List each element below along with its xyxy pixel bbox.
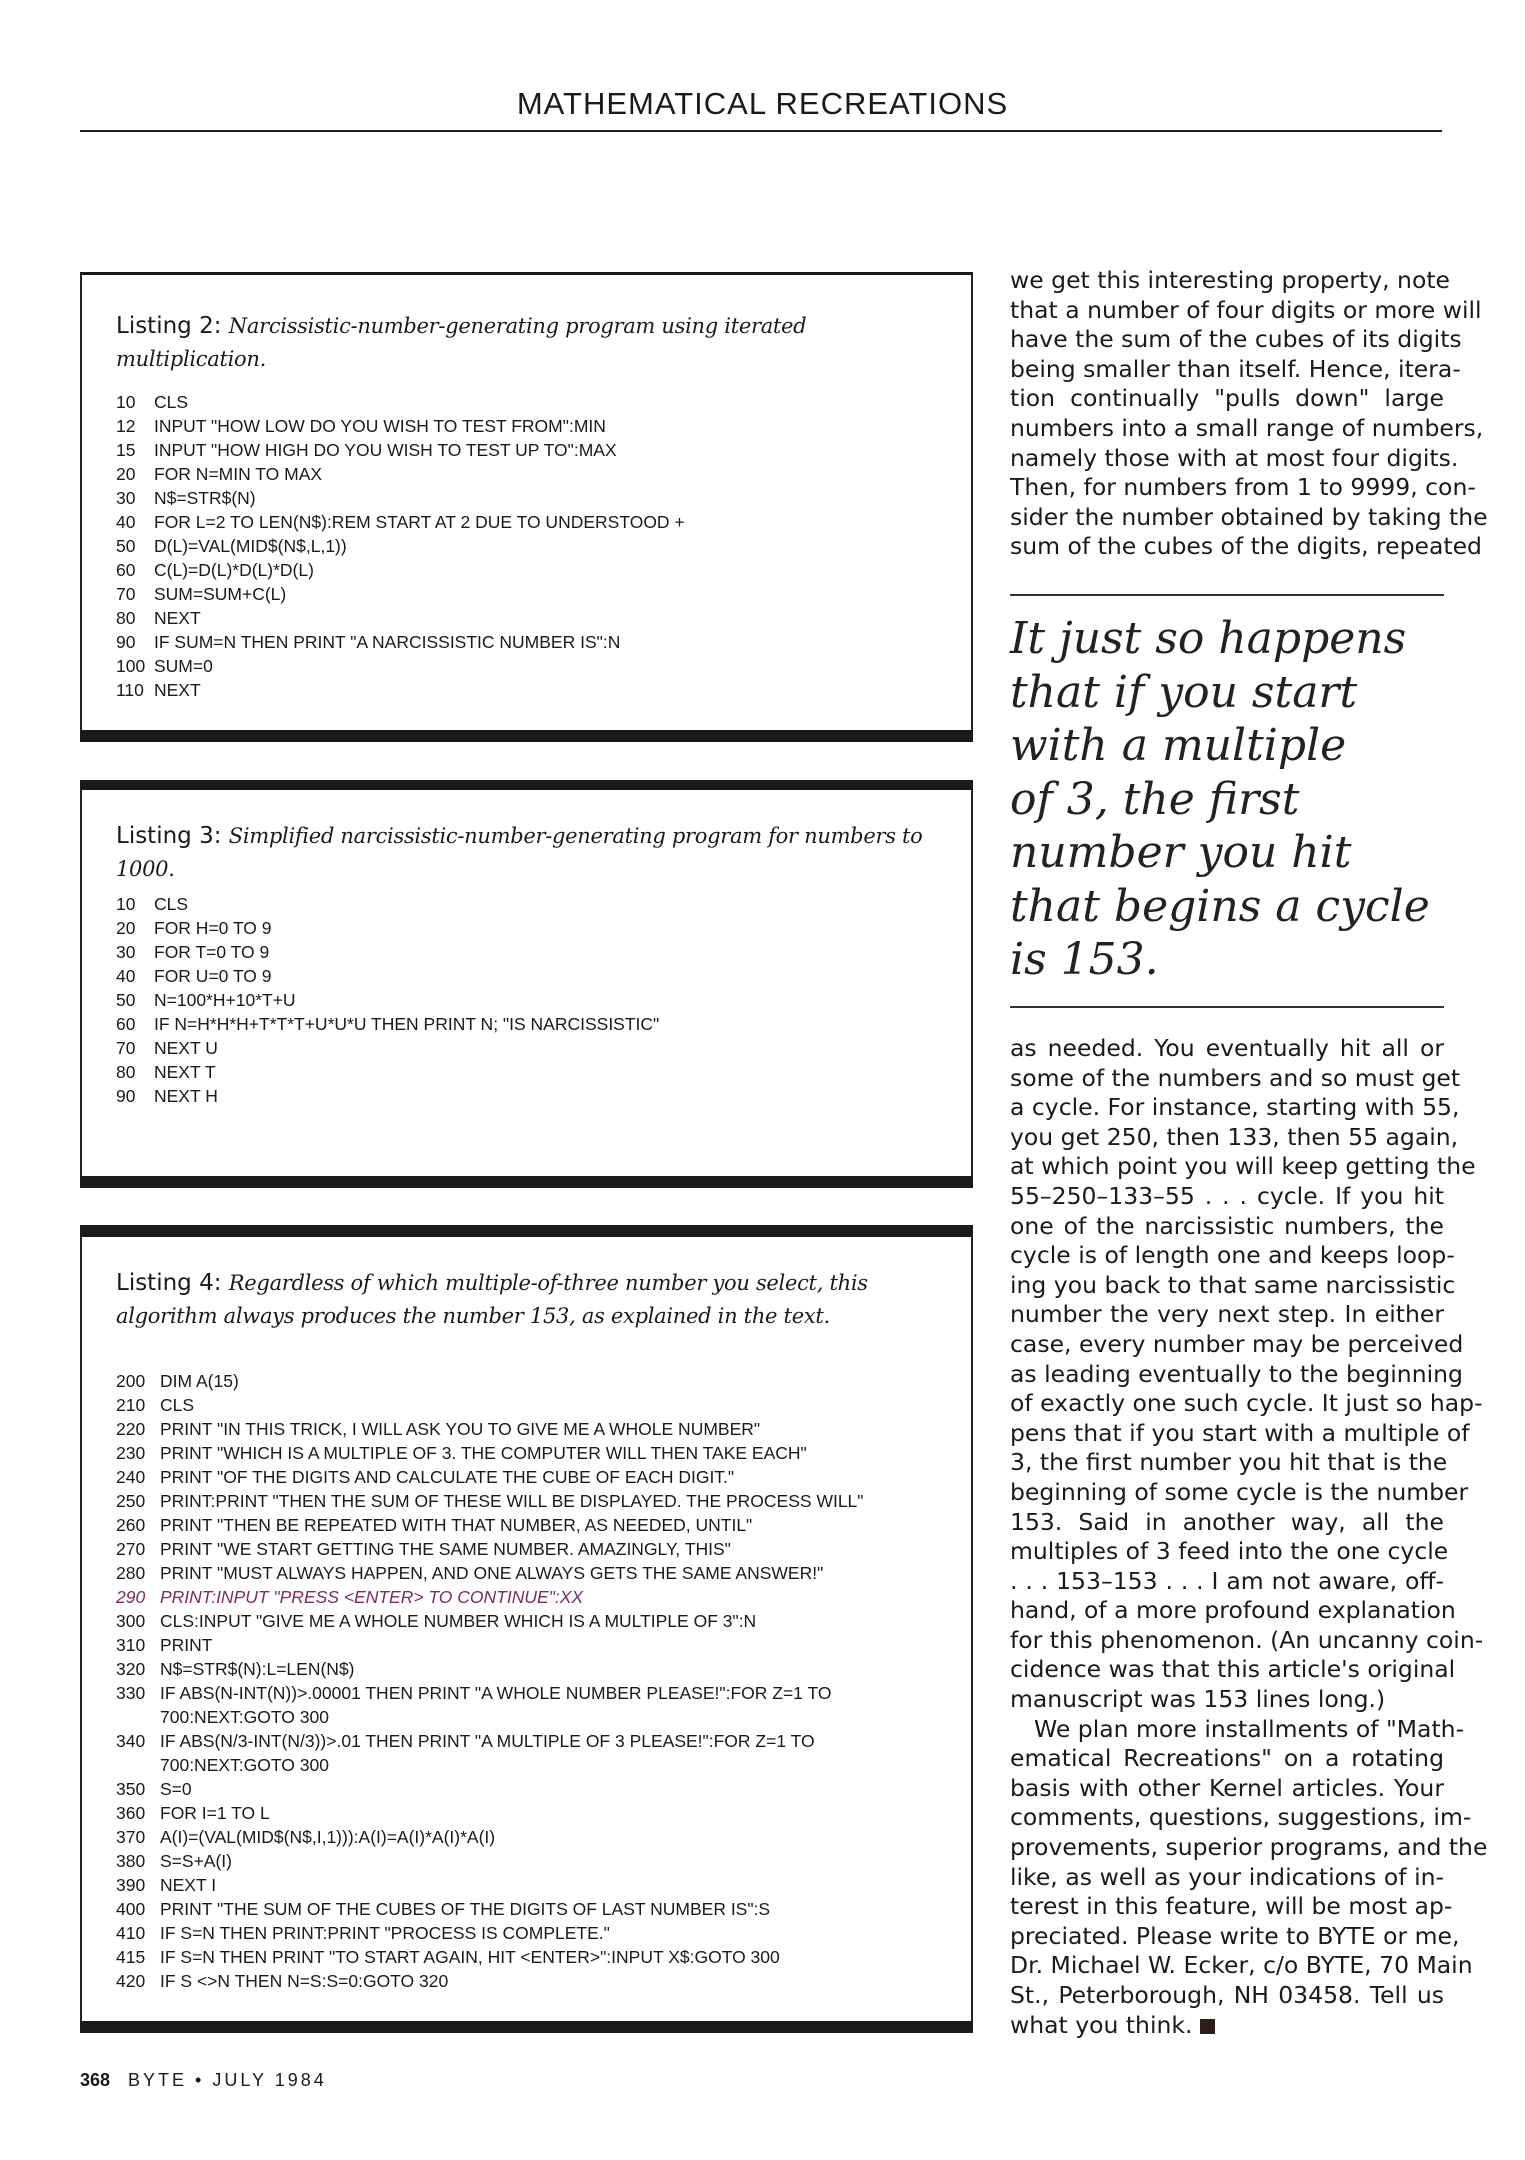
code-line <box>116 606 951 630</box>
code-line <box>116 1633 951 1657</box>
code-line <box>116 1849 951 1873</box>
line-number: 350 <box>116 1779 146 1799</box>
listing-bottom-rule <box>80 730 973 742</box>
line-number: 70 <box>116 584 136 604</box>
code-line <box>116 1777 951 1801</box>
listing-title <box>116 310 941 376</box>
code-line <box>116 438 951 462</box>
code-block <box>116 1369 951 1993</box>
pull-quote-line: It just so happens <box>1010 613 1407 664</box>
line-statement: 700:NEXT:GOTO 300 <box>160 1755 329 1775</box>
text-line <box>1010 1300 1444 1330</box>
line-number: 90 <box>116 1086 136 1106</box>
line-statement: PRINT "WHICH IS A MULTIPLE OF 3. THE COMPUTER WILL THEN TAKE EACH" <box>160 1443 807 1463</box>
text-line-content: case, every number may be perceived <box>1010 1329 1464 1358</box>
line-statement: N$=STR$(N) <box>154 488 256 508</box>
line-statement: S=S+A(I) <box>160 1851 232 1871</box>
code-line <box>116 1657 951 1681</box>
code-line <box>116 1753 951 1777</box>
code-line <box>116 1513 951 1537</box>
text-line <box>1010 1921 1460 1952</box>
text-line: namely those with at most four digits. <box>1010 443 1459 472</box>
text-line: that a number of four digits or more will <box>1010 295 1482 324</box>
line-statement: INPUT "HOW LOW DO YOU WISH TO TEST FROM":MIN <box>154 416 606 436</box>
page-footer <box>80 2070 327 2091</box>
end-mark-icon <box>1200 2019 1215 2034</box>
line-number: 290 <box>116 1587 146 1607</box>
line-statement: IF ABS(N-INT(N))>.00001 THEN PRINT "A WHOLE NUMBER PLEASE!":FOR Z=1 TO <box>160 1683 832 1703</box>
text-line <box>1010 1508 1444 1538</box>
text-line: numbers into a small range of numbers, <box>1010 413 1484 442</box>
line-number: 390 <box>116 1875 146 1895</box>
text-line-content: preciated. Please write to BYTE or me, <box>1010 1921 1460 1950</box>
line-statement: CLS <box>154 894 189 914</box>
code-line <box>116 1561 951 1585</box>
text-line <box>1010 1833 1488 1863</box>
code-line <box>116 1417 951 1441</box>
text-line <box>1010 2011 1444 2041</box>
line-number: 320 <box>116 1659 146 1679</box>
text-line-content: 3, the first number you hit that is the <box>1010 1448 1448 1477</box>
code-line <box>116 1036 951 1060</box>
text-line-content: comments, questions, suggestions, im- <box>1010 1803 1472 1832</box>
listing-title <box>116 1267 941 1333</box>
line-statement: FOR U=0 TO 9 <box>154 966 272 986</box>
line-statement: PRINT "WE START GETTING THE SAME NUMBER. AMAZINGLY, THIS" <box>160 1539 731 1559</box>
code-line <box>116 1489 951 1513</box>
text-line-content: multiples of 3 feed into the one cycle <box>1010 1537 1449 1566</box>
code-line <box>116 892 951 916</box>
code-line <box>116 558 951 582</box>
line-number: 30 <box>116 942 136 962</box>
header-rule <box>80 130 1442 132</box>
line-number: 10 <box>116 894 136 914</box>
code-line <box>116 534 951 558</box>
code-line <box>116 1921 951 1945</box>
text-line-content: 55–250–133–55 . . . cycle. If you hit <box>1010 1181 1444 1210</box>
pull-quote-line: that if you start <box>1010 666 1358 718</box>
text-line <box>1010 1448 1448 1478</box>
pull-quote-line: with a multiple <box>1010 720 1347 771</box>
body-text-bottom <box>1010 1034 1488 2040</box>
line-statement: SUM=0 <box>154 656 213 676</box>
line-statement: NEXT <box>154 680 201 700</box>
line-number: 10 <box>116 392 136 412</box>
code-line <box>116 1873 951 1897</box>
code-line <box>116 1729 951 1753</box>
code-line <box>116 486 951 510</box>
code-line <box>116 414 951 438</box>
text-line <box>1010 1625 1484 1656</box>
line-statement: PRINT:PRINT "THEN THE SUM OF THESE WILL BE DISPLAYED. THE PROCESS WILL" <box>160 1491 864 1511</box>
text-line-content: beginning of some cycle is the number <box>1010 1477 1469 1506</box>
line-number: 100 <box>116 656 146 676</box>
text-line <box>1010 1774 1444 1804</box>
code-block <box>116 892 951 1108</box>
code-line <box>116 462 951 486</box>
line-number: 50 <box>116 990 136 1010</box>
code-line <box>116 1585 951 1609</box>
text-line-content: number the very next step. In either <box>1010 1300 1444 1329</box>
text-line <box>1010 1241 1455 1271</box>
code-line <box>116 1084 951 1108</box>
line-statement: DIM A(15) <box>160 1371 239 1391</box>
text-line <box>1010 1477 1469 1508</box>
text-line <box>1010 1537 1449 1567</box>
text-line <box>1010 1418 1470 1449</box>
text-line <box>1010 1803 1472 1833</box>
line-statement: NEXT U <box>154 1038 218 1058</box>
code-block <box>116 390 951 702</box>
line-statement: PRINT <box>160 1635 213 1655</box>
line-number: 270 <box>116 1539 146 1559</box>
code-line <box>116 390 951 414</box>
text-line <box>1010 1892 1453 1922</box>
text-line <box>1010 1212 1444 1242</box>
code-line <box>116 1369 951 1393</box>
text-line-content: . . . 153–153 . . . I am not aware, off- <box>1010 1566 1444 1595</box>
line-number: 15 <box>116 440 136 460</box>
line-statement: N=100*H+10*T+U <box>154 990 296 1010</box>
text-line <box>1010 1951 1473 1981</box>
line-number: 360 <box>116 1803 146 1823</box>
code-line <box>116 1609 951 1633</box>
text-line-content: for this phenomenon. (An uncanny coin- <box>1010 1625 1484 1654</box>
text-line: have the sum of the cubes of its digits <box>1010 325 1462 354</box>
text-line-content: as needed. You eventually hit all or <box>1010 1034 1444 1062</box>
text-line <box>1010 1359 1463 1390</box>
line-number: 300 <box>116 1611 146 1631</box>
code-line <box>116 1897 951 1921</box>
line-number: 410 <box>116 1923 146 1943</box>
line-statement: CLS <box>154 392 189 412</box>
listing-3 <box>80 780 973 1188</box>
line-number: 230 <box>116 1443 146 1463</box>
code-line <box>116 1969 951 1993</box>
text-line <box>1010 1122 1459 1153</box>
line-statement: FOR N=MIN TO MAX <box>154 464 323 484</box>
line-statement: PRINT "OF THE DIGITS AND CALCULATE THE CUBE OF EACH DIGIT." <box>160 1467 735 1487</box>
code-line <box>116 1537 951 1561</box>
code-line <box>116 1393 951 1417</box>
line-statement: PRINT "THE SUM OF THE CUBES OF THE DIGITS OF LAST NUMBER IS":S <box>160 1899 771 1919</box>
text-line-content: what you think. <box>1010 2010 1193 2039</box>
line-statement: FOR I=1 TO L <box>160 1803 270 1823</box>
line-number: 220 <box>116 1419 146 1439</box>
line-number: 50 <box>116 536 136 556</box>
listing-caption: Regardless of which multiple-of-three number you select, this algorithm always produces the number 153, as explained in the text. <box>116 1271 868 1328</box>
text-line-content: terest in this feature, will be most ap- <box>1010 1892 1453 1921</box>
text-line-content: ing you back to that same narcissistic <box>1010 1270 1456 1299</box>
line-number: 210 <box>116 1395 146 1415</box>
text-line-content: We plan more installments of "Math- <box>1034 1714 1465 1743</box>
text-line: sum of the cubes of the digits, repeated <box>1010 532 1482 561</box>
line-number: 12 <box>116 416 136 436</box>
code-line <box>116 1441 951 1465</box>
line-statement: PRINT:INPUT "PRESS <ENTER> TO CONTINUE":XX <box>160 1587 584 1607</box>
listing-caption: Narcissistic-number-generating program using iterated multiplication. <box>116 314 807 371</box>
listing-2 <box>80 272 973 742</box>
code-line <box>116 1465 951 1489</box>
line-number: 110 <box>116 680 144 700</box>
text-line <box>1010 1152 1476 1182</box>
line-number: 80 <box>116 1062 136 1082</box>
listing-4 <box>80 1225 973 2033</box>
line-statement: PRINT "THEN BE REPEATED WITH THAT NUMBER, AS NEEDED, UNTIL" <box>160 1515 753 1535</box>
line-statement: PRINT "MUST ALWAYS HAPPEN, AND ONE ALWAYS GETS THE SAME ANSWER!" <box>160 1563 824 1583</box>
text-line: tion continually "pulls down" large <box>1010 384 1444 413</box>
code-line <box>116 582 951 606</box>
code-line <box>116 678 951 702</box>
line-statement: IF N=H*H*H+T*T*T+U*U*U THEN PRINT N; "IS NARCISSISTIC" <box>154 1014 660 1034</box>
line-number: 60 <box>116 1014 136 1034</box>
line-number: 80 <box>116 608 136 628</box>
line-statement: 700:NEXT:GOTO 300 <box>160 1707 329 1727</box>
text-line <box>1010 1655 1456 1685</box>
line-statement: NEXT <box>154 608 201 628</box>
line-number: 380 <box>116 1851 146 1871</box>
line-statement: SUM=SUM+C(L) <box>154 584 287 604</box>
line-number: 90 <box>116 632 136 652</box>
text-line-content: Dr. Michael W. Ecker, c/o BYTE, 70 Main <box>1010 1951 1473 1980</box>
line-statement: A(I)=(VAL(MID$(N$,I,1))):A(I)=A(I)*A(I)*A(I) <box>160 1827 496 1847</box>
text-line-content: as leading eventually to the beginning <box>1010 1359 1463 1388</box>
text-line-content: cidence was that this article's original <box>1010 1655 1456 1684</box>
text-line-content: basis with other Kernel articles. Your <box>1010 1773 1444 1802</box>
line-number: 250 <box>116 1491 146 1511</box>
pull-quote-line: that begins a cycle <box>1010 880 1430 932</box>
text-line <box>1010 1744 1444 1774</box>
publication-info: BYTE • JULY 1984 <box>128 2070 327 2090</box>
running-header: MATHEMATICAL RECREATIONS <box>516 86 1009 121</box>
text-line <box>1010 1863 1444 1893</box>
line-number: 340 <box>116 1731 146 1751</box>
text-line-content: at which point you will keep getting the <box>1010 1152 1476 1181</box>
text-line <box>1010 1981 1444 2011</box>
text-line <box>1010 1567 1444 1597</box>
text-line-content: one of the narcissistic numbers, the <box>1010 1211 1444 1240</box>
line-statement: N$=STR$(N):L=LEN(N$) <box>160 1659 355 1679</box>
text-line: being smaller than itself. Hence, itera- <box>1010 354 1461 383</box>
line-number: 260 <box>116 1515 146 1535</box>
body-text-top <box>1010 266 1488 562</box>
text-line <box>1010 1093 1460 1123</box>
text-line: sider the number obtained by taking the <box>1010 502 1488 531</box>
text-line <box>1010 1596 1456 1626</box>
text-line <box>1010 1182 1444 1212</box>
line-statement: IF S=N THEN PRINT "TO START AGAIN, HIT <ENTER>":INPUT X$:GOTO 300 <box>160 1947 780 1967</box>
code-line <box>116 988 951 1012</box>
text-line-content: some of the numbers and so must get <box>1010 1063 1461 1092</box>
text-line-content: manuscript was 153 lines long.) <box>1010 1685 1386 1714</box>
code-line <box>116 1801 951 1825</box>
text-line-content: 153. Said in another way, all the <box>1010 1507 1444 1536</box>
pull-quote-top-rule <box>1010 594 1444 596</box>
pull-quote-bottom-rule <box>1010 1006 1444 1008</box>
line-number: 370 <box>116 1827 146 1847</box>
pull-quote-line: of 3, the first <box>1010 773 1300 825</box>
line-number: 280 <box>116 1563 146 1583</box>
text-line <box>1010 1685 1444 1715</box>
line-statement: FOR L=2 TO LEN(N$):REM START AT 2 DUE TO UNDERSTOOD + <box>154 512 685 532</box>
text-line-content: hand, of a more profound explanation <box>1010 1596 1456 1625</box>
code-line <box>116 1681 951 1705</box>
line-statement: CLS <box>160 1395 195 1415</box>
line-number: 20 <box>116 918 136 938</box>
line-number: 30 <box>116 488 136 508</box>
text-line-content: cycle is of length one and keeps loop- <box>1010 1241 1455 1270</box>
line-statement: CLS:INPUT "GIVE ME A WHOLE NUMBER WHICH IS A MULTIPLE OF 3":N <box>160 1611 757 1631</box>
text-line-content: of exactly one such cycle. It just so hap- <box>1010 1389 1483 1418</box>
text-line <box>1010 1714 1465 1745</box>
text-line-content: a cycle. For instance, starting with 55, <box>1010 1093 1460 1122</box>
text-line-content: you get 250, then 133, then 55 again, <box>1010 1122 1459 1151</box>
text-line <box>1010 1063 1461 1094</box>
code-line <box>116 964 951 988</box>
line-statement: D(L)=VAL(MID$(N$,L,1)) <box>154 536 347 556</box>
text-line-content: pens that if you start with a multiple of <box>1010 1418 1470 1447</box>
text-line <box>1010 1389 1483 1419</box>
listing-label: Listing 3: <box>116 823 222 849</box>
code-line <box>116 1060 951 1084</box>
listing-bottom-rule <box>80 1176 973 1188</box>
line-number: 20 <box>116 464 136 484</box>
listing-top-rule <box>80 780 973 790</box>
listing-top-rule <box>80 1225 973 1237</box>
listing-label: Listing 4: <box>116 1270 222 1296</box>
line-statement: IF S=N THEN PRINT:PRINT "PROCESS IS COMPLETE." <box>160 1923 610 1943</box>
text-line: Then, for numbers from 1 to 9999, con- <box>1010 473 1476 502</box>
code-line <box>116 654 951 678</box>
line-statement: FOR T=0 TO 9 <box>154 942 270 962</box>
pull-quote-line: number you hit <box>1010 827 1352 878</box>
text-line-content: St., Peterborough, NH 03458. Tell us <box>1010 1981 1444 2009</box>
text-line <box>1010 1034 1444 1064</box>
line-statement: FOR H=0 TO 9 <box>154 918 272 938</box>
text-line: we get this interesting property, note <box>1010 266 1451 294</box>
line-statement: IF ABS(N/3-INT(N/3))>.01 THEN PRINT "A MULTIPLE OF 3 PLEASE!":FOR Z=1 TO <box>160 1731 815 1751</box>
text-line-content: ematical Recreations" on a rotating <box>1010 1744 1444 1773</box>
line-number: 240 <box>116 1467 146 1487</box>
line-number: 200 <box>116 1371 146 1391</box>
listing-bottom-rule <box>80 2021 973 2033</box>
line-statement: NEXT I <box>160 1875 217 1895</box>
text-line <box>1010 1329 1464 1360</box>
code-line <box>116 1945 951 1969</box>
line-number: 40 <box>116 966 136 986</box>
code-line <box>116 1012 951 1036</box>
listing-top-rule <box>80 272 973 275</box>
line-number: 330 <box>116 1683 146 1703</box>
code-line <box>116 510 951 534</box>
line-number: 60 <box>116 560 136 580</box>
code-line <box>116 630 951 654</box>
line-statement: PRINT "IN THIS TRICK, I WILL ASK YOU TO GIVE ME A WHOLE NUMBER" <box>160 1419 761 1439</box>
line-number: 420 <box>116 1971 146 1991</box>
code-line <box>116 1825 951 1849</box>
line-number: 400 <box>116 1899 146 1919</box>
line-statement: C(L)=D(L)*D(L)*D(L) <box>154 560 314 580</box>
listing-title <box>116 820 941 886</box>
code-line <box>116 916 951 940</box>
text-line-content: like, as well as your indications of in- <box>1010 1862 1444 1891</box>
page-number: 368 <box>80 2070 111 2090</box>
line-statement: IF S <>N THEN N=S:S=0:GOTO 320 <box>160 1971 449 1991</box>
line-number: 310 <box>116 1635 146 1655</box>
pull-quote <box>1010 612 1430 987</box>
line-statement: INPUT "HOW HIGH DO YOU WISH TO TEST UP TO":MAX <box>154 440 617 460</box>
line-number: 70 <box>116 1038 136 1058</box>
pull-quote-line: is 153. <box>1010 934 1159 985</box>
line-number: 40 <box>116 512 136 532</box>
line-number: 415 <box>116 1947 146 1967</box>
code-line <box>116 1705 951 1729</box>
line-statement: NEXT H <box>154 1086 218 1106</box>
line-statement: NEXT T <box>154 1062 216 1082</box>
text-line-content: provements, superior programs, and the <box>1010 1833 1488 1862</box>
listing-caption: Simplified narcissistic-number-generating program for numbers to 1000. <box>116 824 923 881</box>
listing-label: Listing 2: <box>116 313 222 339</box>
text-line <box>1010 1270 1456 1301</box>
line-statement: IF SUM=N THEN PRINT "A NARCISSISTIC NUMBER IS":N <box>154 632 621 652</box>
line-statement: S=0 <box>160 1779 192 1799</box>
code-line <box>116 940 951 964</box>
